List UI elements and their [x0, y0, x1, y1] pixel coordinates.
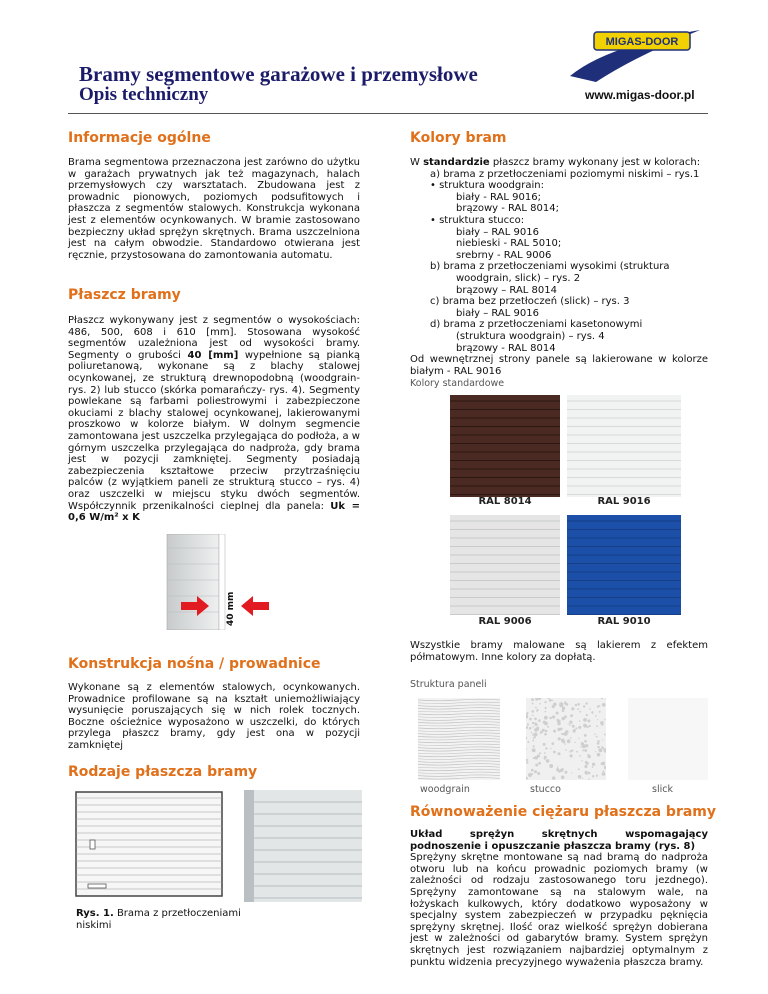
colors-line: c) brama bez przetłoczeń (slick) – rys. 3 — [430, 296, 630, 308]
colors-line: brązowy - RAL 8014; — [456, 203, 559, 215]
swatch-grooves — [567, 395, 681, 497]
colors-line: brązowy – RAL 8014 — [456, 284, 557, 296]
colors-line: woodgrain, slick) – rys. 2 — [456, 272, 581, 284]
texture-label: stucco — [530, 784, 561, 795]
swatch-grooves — [567, 515, 681, 615]
panel-structure-caption: Struktura paneli — [410, 679, 487, 690]
texture-label: woodgrain — [420, 784, 470, 795]
figure-1-caption: Rys. 1. Brama z przetłoczeniami niskimi — [76, 908, 241, 931]
colors-line: • struktura woodgrain: — [430, 180, 544, 192]
texture-stucco — [526, 698, 606, 780]
swatch-grooves — [450, 395, 560, 497]
colors-line: biały – RAL 9016 — [456, 307, 539, 319]
document-subtitle: Opis techniczny — [79, 84, 209, 105]
texture-label: slick — [652, 784, 673, 795]
swatch-label: RAL 9006 — [478, 616, 532, 627]
swatch-ral-9010 — [567, 515, 681, 615]
swatch-ral-8014 — [450, 395, 560, 497]
panel-thickness-figure — [165, 534, 285, 630]
finish-note: Wszystkie bramy malowane są lakierem z efektem półmatowym. Inne kolory za dopłatą. — [410, 640, 708, 663]
door-figure — [68, 790, 228, 900]
swatch-label: RAL 8014 — [478, 496, 532, 507]
colors-line: a) brama z przetłoczeniami poziomymi niskimi – rys.1 — [430, 168, 700, 180]
colors-line: niebieski - RAL 5010; — [456, 238, 562, 250]
document-title: Bramy segmentowe garażowe i przemysłowe — [79, 62, 478, 86]
logo-text: MIGAS-DOOR — [605, 36, 679, 48]
swatch-label: RAL 9010 — [597, 616, 651, 627]
heading-structure: Konstrukcja nośna / prowadnice — [68, 656, 321, 672]
inner-color-note: Od wewnętrznej strony panele są lakierowane w kolorze białym - RAL 9016 — [410, 354, 708, 377]
swatch-label: RAL 9016 — [597, 496, 651, 507]
migas-door-logo — [566, 26, 704, 82]
website-url[interactable]: www.migas-door.pl — [585, 88, 695, 102]
heading-balance: Równoważenie ciężaru płaszcza bramy — [410, 804, 717, 820]
swatch-grooves — [450, 515, 560, 615]
colors-line: b) brama z przetłoczeniami wysokimi (struktura — [430, 261, 670, 273]
colors-line: brązowy - RAL 8014 — [456, 342, 556, 354]
heading-colors: Kolory bram — [410, 130, 507, 146]
colors-line: biały – RAL 9016 — [456, 226, 539, 238]
colors-line: • struktura stucco: — [430, 214, 525, 226]
balance-text: Układ sprężyn skrętnych wspomagający podnoszenie i opuszczanie płaszcza bramy (rys. 8) Sprężyny skrętne montowane są nad bramą do nadproża otworu lub na końcu prowadnic poziomych bramy (w zależności od rodzaju zastosowanego toru jezdnego). Sprężyny zamontowane są na stalowym wale, na łożyskach kulkowych, który dodatkowo wyposażony w specjalny system zabezpieczeń w przypadku pęknięcia sprężyny skrętnej. Ilość oraz wielkość sprężyn dobierana jest w zależności od gabarytów bramy. System sprężyn skrętnych jest rozwiązaniem najbardziej optymalnym z punktu widzenia precyzyjnego wyważenia płaszcza bramy. — [410, 829, 708, 968]
colors-list: W standardzie płaszcz bramy wykonany jest w kolorach: a) brama z przetłoczeniami poziomymi niskimi – rys.1 • struktura woodgrain: biały - RAL 9016; brązowy - RAL 8014; • struktura stucco: biały – RAL 9016 niebieski - RAL 5010; srebrny - RAL 9006 b) brama z przetłoczeniami wysokimi (struktura woodgrain, slick) – rys. 2 brązowy – RAL 8014 c) brama bez przetłoczeń (slick) – rys. 3 biały – RAL 9016 d) brama z przetłoczeniami kasetonowymi (struktura woodgrain) – rys. 4 brązowy - RAL 8014 Od wewnętrznej strony panele są lakierowane w kolorze białym - RAL 9016 — [410, 157, 708, 377]
shell-text: Płaszcz wykonywany jest z segmentów o wysokościach: 486, 500, 608 i 610 [mm]. Stosowana wysokość segmentów uzależniona jest od wysokości bramy. Segmenty o grubości 40 [mm] wypełnione są pianką poliuretanową, wykonane są z blachy stalowej ocynkowanej, ze strukturą drewnopodobną (woodgrain- rys. 2) lub stucco (skórka pomarańczy- rys. 4). Segmenty powlekane są farbami poliestrowymi i zabezpieczone okuciami z blachy stalowej ocynkowanej, lakierowanymi proszkowo w kolorze białym. W dolnym segmencie zamontowana jest uszczelka przylegająca do podłoża, a w górnym uszczelka przylegająca do nadproża, gdy brama jest w pozycji zamkniętej. Segmenty posiadają zabezpieczenia kształtowe przeciw przytrzaśnięciu palców (z wyjątkiem paneli ze strukturą stucco – rys. 4) oraz uszczelki w miejscu styku dwóch segmentów. Współczynnik przenikalności cieplnej dla panela: Uk = 0,6 W/m² x K — [68, 315, 360, 524]
colors-line: srebrny - RAL 9006 — [456, 249, 552, 261]
standard-colors-caption: Kolory standardowe — [410, 378, 505, 389]
colors-line: (struktura woodgrain) – rys. 4 — [456, 330, 605, 342]
door-panel-closeup — [244, 790, 362, 902]
colors-line: biały - RAL 9016; — [456, 191, 541, 203]
heading-shell: Płaszcz bramy — [68, 287, 181, 303]
general-text: Brama segmentowa przeznaczona jest zarówno do użytku w garażach prywatnych jak też magazynach, halach przemysłowych czy warsztatach. Zbudowana jest z prowadnic pionowych, poziomych podsufitowych i płaszcza z segmentów stalowych. Konstrukcja wykonana jest z elementów ocynkowanych. W bramie zastosowano bezpieczny układ sprężyn skrętnych. Brama uszczelniona jest na całym obwodzie. Standardowo otwierana jest ręcznie, przystosowana do zamontowania automatu. — [68, 157, 360, 261]
texture-woodgrain — [418, 698, 500, 780]
swatch-ral-9006 — [450, 515, 560, 615]
header-divider — [68, 113, 708, 114]
heading-door-types: Rodzaje płaszcza bramy — [68, 764, 258, 780]
colors-line: d) brama z przetłoczeniami kasetonowymi — [430, 319, 643, 331]
swatch-ral-9016 — [567, 395, 681, 497]
texture-slick — [628, 698, 708, 780]
structure-text: Wykonane są z elementów stalowych, ocynkowanych. Prowadnice profilowane są na kształt uniemożliwiający wysunięcie poruszających się w nich rolek tocznych. Boczne ościeżnice wyposażono w uszczelki, do których przylega płaszcz bramy, gdy jest ona w pozycji zamkniętej — [68, 682, 360, 751]
thickness-label: 40 mm — [226, 591, 236, 626]
heading-general: Informacje ogólne — [68, 130, 211, 146]
